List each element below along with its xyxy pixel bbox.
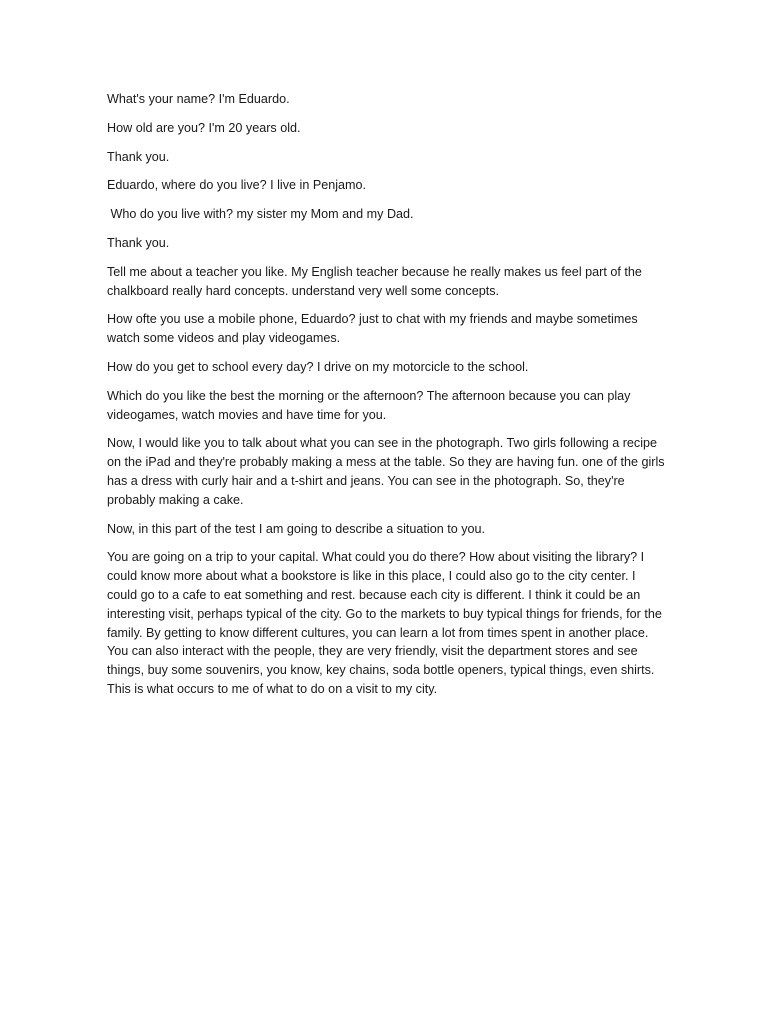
paragraph-situation-intro: Now, in this part of the test I am going to describe a situation to you. xyxy=(107,521,486,536)
paragraph-mobile-phone: How ofte you use a mobile phone, Eduardo? just to chat with my friends and maybe sometimes watch some videos and play videogames. xyxy=(107,312,642,346)
paragraph-thanks-1: Thank you. xyxy=(107,149,170,164)
paragraph-name: What's your name? I'm Eduardo. xyxy=(107,92,290,106)
paragraph-thanks-2: Thank you. xyxy=(107,235,170,250)
document-body xyxy=(107,90,667,709)
paragraph-age: How old are you? I'm 20 years old. xyxy=(107,120,301,135)
paragraph-time-of-day: Which do you like the best the morning or the afternoon? The afternoon because you can play videogames, watch movies and have time for you. xyxy=(107,388,634,422)
paragraph-photograph: Now, I would like you to talk about what you can see in the photograph. Two girls following a recipe on the iPad and they're probably making a mess at the table. So they are having fun. one of the girls has a dress with curly hair and a t-shirt and jeans. You can see in the photograph. So, they're probably making a cake. xyxy=(107,436,669,507)
paragraph-residence: Eduardo, where do you live? I live in Penjamo. xyxy=(107,178,367,193)
paragraph-household: Who do you live with? my sister my Mom and my Dad. xyxy=(107,207,414,222)
paragraph-commute: How do you get to school every day? I drive on my motorcicle to the school. xyxy=(107,359,529,374)
paragraph-teacher: Tell me about a teacher you like. My English teacher because he really makes us feel part of the chalkboard really hard concepts. understand very well some concepts. xyxy=(107,264,646,298)
paragraph-trip: You are going on a trip to your capital. What could you do there? How about visiting the library? I could know more about what a bookstore is like in this place, I could also go to the city center. I could go to a cafe to eat something and rest. because each city is different. I think it could be an interesting visit, perhaps typical of the city. Go to the markets to buy typical things for friends, for the family. By getting to know different cultures, you can learn a lot from times spent in another place. You can also interact with the people, they are very friendly, visit the department stores and see things, buy some souvenirs, you know, key chains, soda bottle openers, typical things, even shirts. This is what occurs to me of what to do on a visit to my city. xyxy=(107,550,666,696)
